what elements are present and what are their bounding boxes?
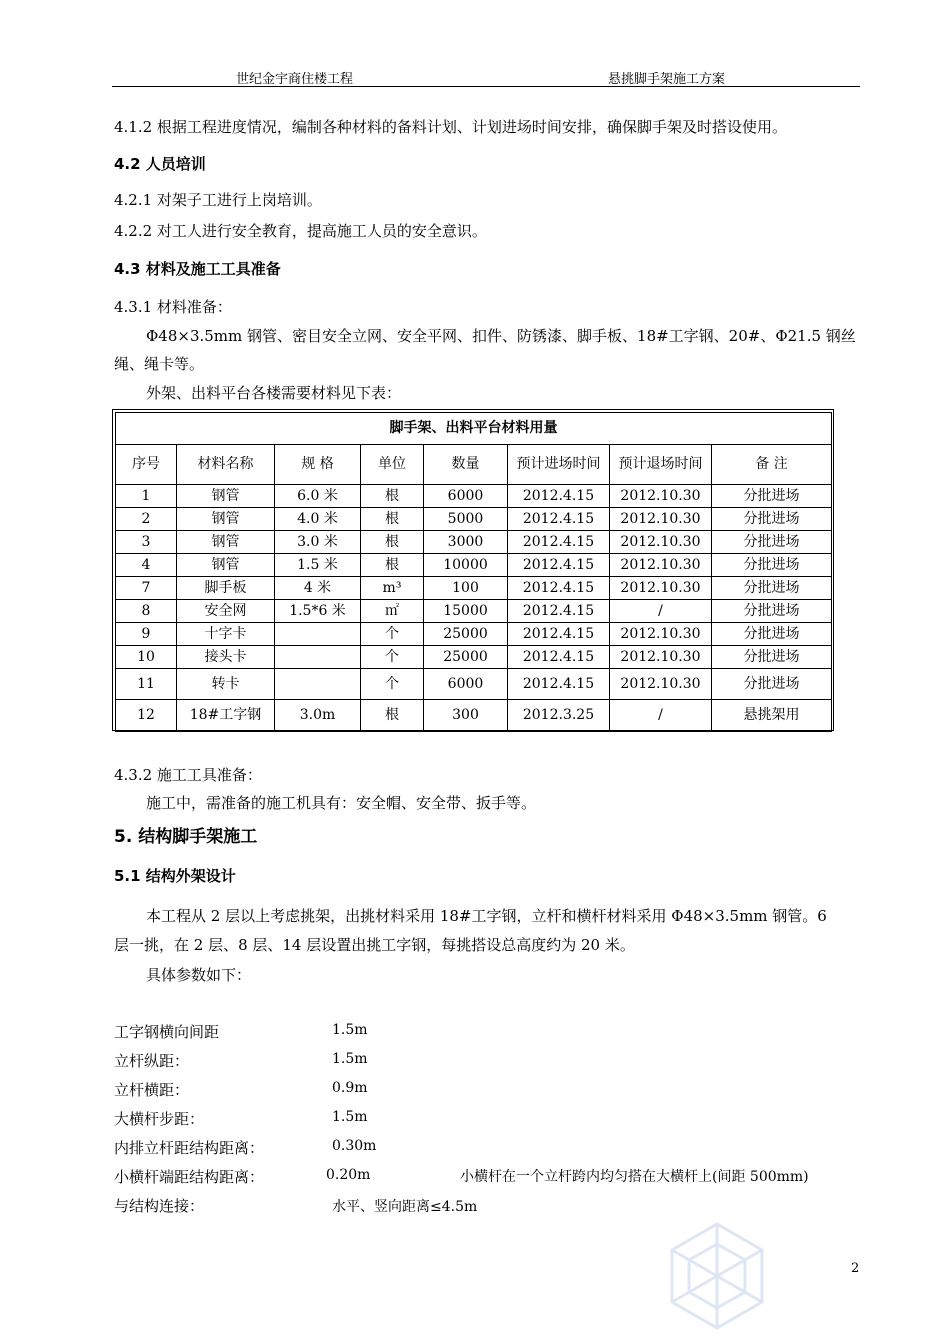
table-cell: 悬挑架用 [712,700,832,732]
table-body [116,485,832,732]
materials-line-2: 绳、绳卡等。 [114,355,205,373]
table-header-cell: 规 格 [275,445,361,485]
materials-table [115,412,832,732]
table-header-cell: 材料名称 [177,445,275,485]
parameter-label: 立杆横距： [114,1081,190,1099]
heading-5-1: 5.1 结构外架设计 [114,867,236,885]
paragraph-4-2-2: 4.2.2 对工人进行安全教育，提高施工人员的安全意识。 [114,222,487,240]
table-cell: 2012.10.30 [610,508,712,531]
table-cell: 分批进场 [712,600,832,623]
table-row [116,623,832,646]
table-cell: 2012.10.30 [610,669,712,700]
heading-5: 5. 结构脚手架施工 [114,827,258,847]
table-row [116,577,832,600]
table-cell: 300 [424,700,508,732]
table-cell: 25000 [424,623,508,646]
paragraph-4-3-1: 4.3.1 材料准备： [114,298,232,316]
heading-4-3: 4.3 材料及施工工具准备 [114,260,281,278]
table-cell: 2012.10.30 [610,577,712,600]
table-row [116,669,832,700]
table-cell: 25000 [424,646,508,669]
table-cell: 4 [116,554,177,577]
table-cell: 4 米 [275,577,361,600]
table-intro: 外架、出料平台各楼需要材料见下表： [146,384,402,402]
tools-text: 施工中，需准备的施工机具有：安全帽、安全带、扳手等。 [146,794,537,812]
table-cell: 100 [424,577,508,600]
table-cell: 3 [116,531,177,554]
table-cell: 分批进场 [712,485,832,508]
parameter-value: 1.5m [332,1022,368,1038]
table-cell: 2012.4.15 [508,485,610,508]
table-cell: 接头卡 [177,646,275,669]
table-cell: 7 [116,577,177,600]
table-header-cell: 预计退场时间 [610,445,712,485]
table-header-cell: 数量 [424,445,508,485]
table-cell: 钢管 [177,554,275,577]
heading-4-2: 4.2 人员培训 [114,155,206,173]
table-cell: 2012.10.30 [610,485,712,508]
table-cell: 钢管 [177,508,275,531]
header-document-title: 悬挑脚手架施工方案 [608,72,726,87]
table-cell: 1.5 米 [275,554,361,577]
table-cell: 2012.4.15 [508,531,610,554]
header-project-name: 世纪金宇商住楼工程 [236,72,354,87]
parameter-label: 立杆纵距： [114,1052,190,1070]
table-cell: 3.0m [275,700,361,732]
table-cell: 转卡 [177,669,275,700]
table-cell: / [610,600,712,623]
materials-line-1: Φ48×3.5mm 钢管、密目安全立网、安全平网、扣件、防锈漆、脚手板、18#工字钢、20#、Φ21.5 钢丝 [146,327,856,345]
paragraph-4-2-1: 4.2.1 对架子工进行上岗培训。 [114,191,322,209]
parameter-value: 0.20m [326,1167,371,1183]
table-cell: m³ [361,577,424,600]
table-cell: 分批进场 [712,646,832,669]
parameter-value: 1.5m [332,1109,368,1125]
table-row [116,646,832,669]
design-line-2: 层一挑，在 2 层、8 层、14 层设置出挑工字钢，每挑搭设总高度约为 20 米。 [114,936,635,954]
table-cell: 10 [116,646,177,669]
table-cell: 2012.10.30 [610,646,712,669]
table-cell: 2012.4.15 [508,600,610,623]
table-header-row [116,445,832,485]
table-cell: 分批进场 [712,531,832,554]
table-cell: 分批进场 [712,623,832,646]
table-cell: 1 [116,485,177,508]
table-cell: 2 [116,508,177,531]
table-cell: 2012.4.15 [508,646,610,669]
paragraph-4-1-2: 4.1.2 根据工程进度情况，编制各种材料的备料计划、计划进场时间安排，确保脚手架及时搭设使用。 [114,118,787,136]
table-cell: 钢管 [177,531,275,554]
table-cell: / [610,700,712,732]
parameter-value: 1.5m [332,1051,368,1067]
table-cell: 3000 [424,531,508,554]
table-row [116,600,832,623]
table-cell: 2012.3.25 [508,700,610,732]
table-cell: 根 [361,508,424,531]
table-cell: ㎡ [361,600,424,623]
params-intro: 具体参数如下： [146,966,252,984]
parameter-label: 内排立杆距结构距离： [114,1139,265,1157]
table-row [116,554,832,577]
table-cell: 9 [116,623,177,646]
table-cell: 4.0 米 [275,508,361,531]
table-cell: 2012.4.15 [508,554,610,577]
table-cell: 2012.10.30 [610,531,712,554]
parameter-value: 水平、竖向距离≤4.5m [332,1199,478,1215]
table-cell: 分批进场 [712,669,832,700]
table-cell: 12 [116,700,177,732]
parameter-label: 与结构连接： [114,1197,205,1215]
parameter-value: 0.30m [332,1138,377,1154]
table-cell: 2012.4.15 [508,669,610,700]
snowflake-watermark-icon [652,1216,782,1336]
materials-table-frame [112,409,834,731]
table-cell: 2012.4.15 [508,623,610,646]
table-cell: 2012.10.30 [610,554,712,577]
parameter-label: 工字钢横向间距 [114,1023,220,1041]
table-cell: 根 [361,700,424,732]
table-cell: 10000 [424,554,508,577]
header-rule [112,86,860,87]
parameter-note: 小横杆在一个立杆跨内均匀搭在大横杆上(间距 500mm) [460,1169,809,1185]
table-cell: 15000 [424,600,508,623]
table-cell: 5000 [424,508,508,531]
table-title: 脚手架、出料平台材料用量 [116,413,832,445]
table-cell: 6000 [424,485,508,508]
parameter-label: 小横杆端距结构距离： [114,1168,265,1186]
table-header-cell: 备 注 [712,445,832,485]
table-cell: 安全网 [177,600,275,623]
table-cell: 6000 [424,669,508,700]
parameter-label: 大横杆步距： [114,1110,205,1128]
table-cell: 11 [116,669,177,700]
table-cell: 6.0 米 [275,485,361,508]
table-row [116,485,832,508]
table-cell: 十字卡 [177,623,275,646]
table-row [116,531,832,554]
table-cell: 2012.4.15 [508,577,610,600]
table-cell: 个 [361,669,424,700]
page-number: 2 [851,1261,860,1276]
table-cell [275,646,361,669]
table-cell: 8 [116,600,177,623]
table-cell: 2012.4.15 [508,508,610,531]
table-header-cell: 序号 [116,445,177,485]
table-cell: 个 [361,623,424,646]
table-header-cell: 单位 [361,445,424,485]
table-row [116,508,832,531]
parameter-value: 0.9m [332,1080,368,1096]
table-cell: 3.0 米 [275,531,361,554]
table-row [116,700,832,732]
table-cell: 钢管 [177,485,275,508]
paragraph-4-3-2: 4.3.2 施工工具准备： [114,766,262,784]
table-cell: 个 [361,646,424,669]
table-cell [275,669,361,700]
table-cell: 18#工字钢 [177,700,275,732]
table-cell: 分批进场 [712,554,832,577]
table-cell: 根 [361,485,424,508]
table-cell: 分批进场 [712,508,832,531]
table-cell: 脚手板 [177,577,275,600]
table-cell: 分批进场 [712,577,832,600]
table-cell: 根 [361,531,424,554]
table-cell: 2012.10.30 [610,623,712,646]
design-line-1: 本工程从 2 层以上考虑挑架，出挑材料采用 18#工字钢，立杆和横杆材料采用 Φ48×3.5mm 钢管。6 [146,907,827,925]
table-cell [275,623,361,646]
table-header-cell: 预计进场时间 [508,445,610,485]
table-cell: 根 [361,554,424,577]
table-cell: 1.5*6 米 [275,600,361,623]
